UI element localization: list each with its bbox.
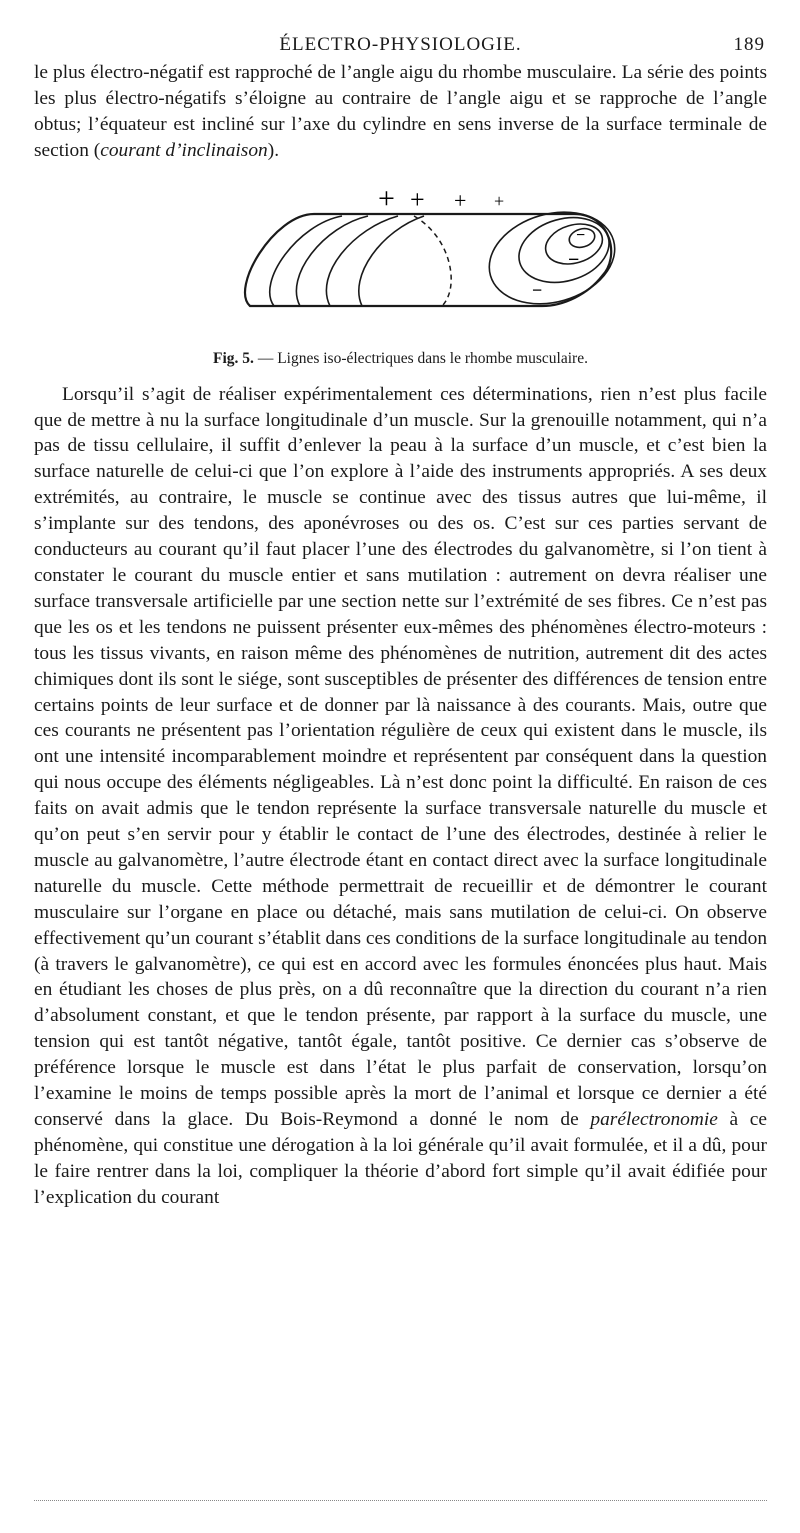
figure-caption xyxy=(34,350,767,368)
figure-caption-text: — Lignes iso-électriques dans le rhombe musculaire. xyxy=(253,349,588,367)
iso-line xyxy=(296,216,368,306)
paragraph-main-end: à ce phénomène, qui constitue une dérogation à la loi générale qu’il avait formulée, et il a dû, pour le faire rentrer dans la loi, compliquer la théorie d’abord fort simple qu’il avait édifiée pour l’explication du courant xyxy=(34,1109,768,1208)
plus-sign: + xyxy=(494,190,505,211)
minus-sign: − xyxy=(532,279,543,300)
paragraph-main xyxy=(34,382,767,1211)
chapter-title: ÉLECTRO-PHYSIOLOGIE. xyxy=(279,34,522,55)
book-page xyxy=(34,30,767,1520)
paragraph-intro-text: le plus électro-négatif est rapproché de l’angle aigu du rhombe musculaire. La série des points les plus électro-négatifs s’éloigne au contraire de l’angle aigu et se rapproche de l’angle obtus; l’équateur est incliné sur l’axe du cylindre en sens inverse de la surface terminale de section ( xyxy=(34,62,767,161)
footer-dotted-rule xyxy=(34,1500,767,1501)
figure-5 xyxy=(34,178,767,348)
italic-term-courant-inclinaison: courant d’inclinaison xyxy=(100,139,268,161)
running-head xyxy=(34,30,767,60)
paragraph-intro xyxy=(34,60,767,164)
plus-sign: + xyxy=(454,187,467,213)
rhombus-outline xyxy=(245,214,611,306)
paragraph-main-text: Lorsqu’il s’agit de réaliser expérimentalement ces déterminations, rien n’est plus facile que de mettre à nu la surface longitudinale d’un muscle. Sur la grenouille notamment, qui n’a pas de tissu cellulaire, il suffit d’enlever la peau à la surface d’un muscle, et c’est bien la surface naturelle de celui-ci que l’on explore à l’aide des instruments appropriés. A ses deux extrémités, au contraire, le muscle se continue avec des tissus autres que lui-même, il s’implante sur des tendons, des aponévroses ou des os. C’est sur ces parties servant de conducteurs au courant qu’il faut placer l’une des électrodes du galvanomètre, si l’on tient à constater le courant du muscle entier et sans mutilation : autrement on devra réaliser une surface transversale artificielle par une section nette sur l’extrémité de ses fibres. Ce n’est pas que les os et les tendons ne puissent présenter eux-mêmes des phénomènes électro-moteurs : tous les tissus vivants, en raison même des phénomènes de nutrition, autrement dit des actes chimiques dont ils sont le siége, sont susceptibles de présenter des différences de tension entre certains points de leur surface et de donner par là naissance à des courants. Mais, outre que ces courants ne présentent pas l’orientation régulière de ceux qui existent dans le muscle, ils ont une intensité incomparablement moindre et représentent par conséquent dans la question qui nous occupe des éléments négligeables. Là n’est donc point la difficulté. En raison de ces faits on avait admis que le tendon représente la surface transversale naturelle du muscle et qu’on peut s’en servir pour y établir le contact de l’une des électrodes, destinée à relier le muscle au galvanomètre, l’autre électrode étant en contact direct avec la surface longitudinale naturelle du muscle. Cette méthode permettrait de recueillir et de démontrer le courant musculaire sur l’organe en place ou détaché, mais sans mutilation de celui-ci. On observe effectivement qu’un courant s’établit dans ces conditions de la surface longitudinale au tendon (à travers le galvanomètre), ce qui est en accord avec les formules énoncées plus haut. Mais en étudiant les choses de plus près, on a dû reconnaître que la direction du courant n’a rien d’absolument constant, et que le tendon présente, par rapport à la surface du muscle, une tension qui est tantôt négative, tantôt égale, tantôt positive. Ce dernier cas s’observe de préférence lorsque le muscle est dans l’état le plus parfait de conservation, lorsqu’on l’examine le moins de temps possible après la mort de l’animal et lorsque ce dernier a été conservé dans la glace. Du Bois-Reymond a donné le nom de xyxy=(34,383,768,1130)
page-number: 189 xyxy=(733,34,765,55)
paragraph-intro-end: ). xyxy=(267,139,280,161)
plus-sign: + xyxy=(378,181,395,215)
equator-line xyxy=(414,216,451,306)
figure-label: Fig. 5. xyxy=(213,349,254,367)
rhombus-diagram xyxy=(202,178,622,338)
minus-sign: − xyxy=(568,248,580,271)
italic-term-parelectronomie: parélectronomie xyxy=(590,1109,718,1130)
plus-sign: + xyxy=(410,184,425,214)
minus-sign: − xyxy=(576,226,586,244)
